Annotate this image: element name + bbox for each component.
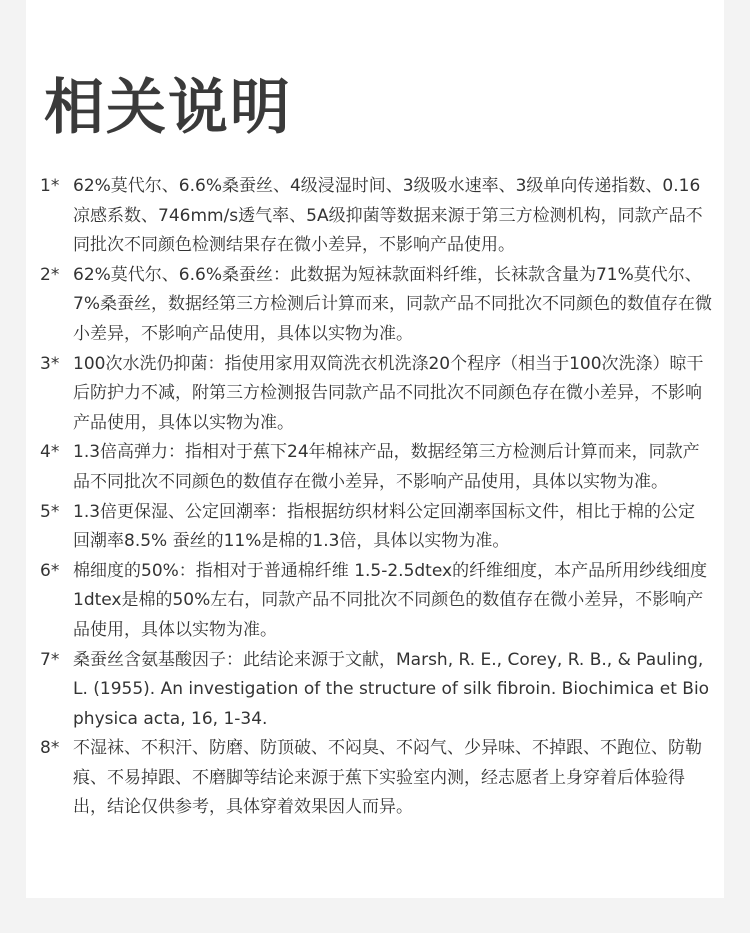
note-text: 棉细度的50%：指相对于普通棉纤维 1.5-2.5dtex的纤维细度，本产品所用纱线细度1dtex是棉的50%左右，同款产品不同批次不同颜色的数值存在微小差异，不影响产品使用，具体以实物为准。 xyxy=(73,560,708,640)
note-item-2 xyxy=(40,261,712,350)
note-text: 62%莫代尔、6.6%桑蚕丝、4级浸湿时间、3级吸水速率、3级单向传递指数、0.16凉感系数、746mm/s透气率、5A级抑菌等数据来源于第三方检测机构，同款产品不同批次不同颜色检测结果存在微小差异，不影响产品使用。 xyxy=(73,176,703,256)
note-text: 100次水洗仍抑菌：指使用家用双筒洗衣机洗涤20个程序（相当于100次洗涤）晾干后防护力不减，附第三方检测报告同款产品不同批次不同颜色存在微小差异，不影响产品使用，具体以实物为准。 xyxy=(73,353,704,433)
note-text: 不湿袜、不积汗、防磨、防顶破、不闷臭、不闷气、少异味、不掉跟、不跑位、防勒痕、不易掉跟、不磨脚等结论来源于蕉下实验室内测，经志愿者上身穿着后体验得出，结论仅供参考，具体穿着效果因人而异。 xyxy=(73,738,702,818)
note-item-3 xyxy=(40,350,712,439)
note-item-5 xyxy=(40,498,712,557)
note-text: 桑蚕丝含氨基酸因子：此结论来源于文献，Marsh, R. E., Corey, R. B., & Pauling, L. (1955). An investigation of the structure of silk fibroin. Biochimica et Biophysica acta, 16, 1-34. xyxy=(73,649,710,729)
note-item-1 xyxy=(40,172,712,261)
page-title: 相关说明 xyxy=(44,73,292,143)
note-number: 5* xyxy=(40,501,60,522)
note-item-6 xyxy=(40,557,712,646)
note-item-8 xyxy=(40,734,712,823)
note-number: 8* xyxy=(40,738,60,759)
note-text: 1.3倍高弹力：指相对于蕉下24年棉袜产品，数据经第三方检测后计算而来，同款产品不同批次不同颜色的数值存在微小差异，不影响产品使用，具体以实物为准。 xyxy=(73,442,700,492)
note-item-4 xyxy=(40,438,712,497)
note-number: 3* xyxy=(40,353,60,374)
note-number: 1* xyxy=(40,176,60,196)
note-number: 2* xyxy=(40,264,60,285)
note-number: 4* xyxy=(40,442,60,463)
note-number: 6* xyxy=(40,560,60,581)
note-number: 7* xyxy=(40,649,60,670)
note-item-7 xyxy=(40,646,712,735)
note-text: 1.3倍更保湿、公定回潮率：指根据纺织材料公定回潮率国标文件，相比于棉的公定回潮率8.5% 蚕丝的11%是棉的1.3倍，具体以实物为准。 xyxy=(73,501,696,552)
notes-list xyxy=(40,172,712,823)
note-text: 62%莫代尔、6.6%桑蚕丝：此数据为短袜款面料纤维，长袜款含量为71%莫代尔、7%桑蚕丝，数据经第三方检测后计算而来，同款产品不同批次不同颜色的数值存在微小差异，不影响产品使用，具体以实物为准。 xyxy=(73,264,712,344)
